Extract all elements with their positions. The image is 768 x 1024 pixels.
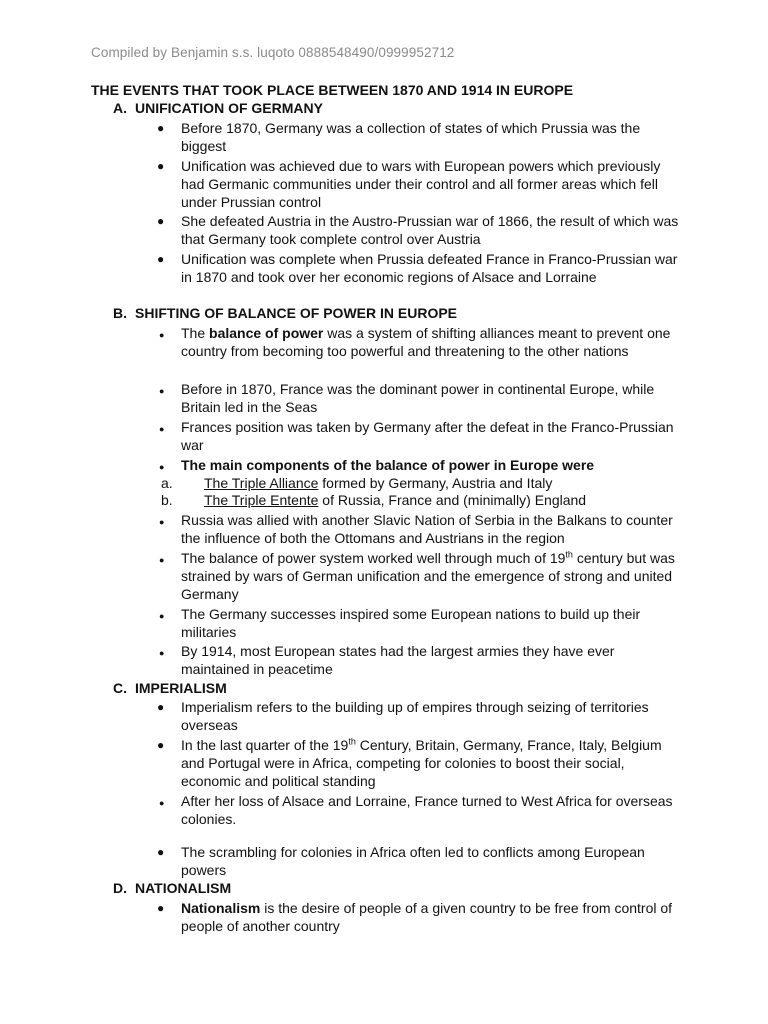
item-text: She defeated Austria in the Austro-Prussian war of 1866, the result of which was that Germany took complete control over Austria (181, 213, 679, 247)
term-bold: balance of power (209, 325, 324, 341)
item-text: formed by Germany, Austria and Italy (318, 475, 553, 491)
section-title: UNIFICATION OF GERMANY (135, 100, 323, 116)
item-text: Before in 1870, France was the dominant power in continental Europe, while Britain led in the Seas (181, 381, 655, 415)
item-text: century but was strained by wars of German unification and the emergence of strong and united Germany (181, 550, 675, 602)
section-d-heading (113, 880, 231, 896)
bullet-icon: ● (159, 555, 165, 565)
sub-list-marker: b. (161, 492, 173, 508)
item-text: The Germany successes inspired some European nations to build up their militaries (181, 606, 641, 640)
list-item (159, 642, 681, 678)
item-text: The main components of the balance of power in Europe were (181, 457, 595, 473)
bullet-icon: ● (159, 611, 165, 621)
item-text: Century, Britain, Germany, France, Italy, Belgium and Portugal were in Africa, competing for colonies to boost their social, economic and political standing (181, 737, 662, 789)
item-text: was a system of shifting alliances meant to prevent one country from becoming too powerful and threatening to the other nations (181, 325, 671, 359)
bullet-icon: ● (157, 901, 165, 915)
section-a-heading (113, 100, 323, 116)
item-text: The balance of power system worked well through much of 19 (181, 550, 566, 566)
section-title: SHIFTING OF BALANCE OF POWER IN EUROPE (135, 305, 458, 321)
section-letter: C. (113, 680, 127, 696)
list-item (159, 511, 681, 547)
list-item (157, 119, 681, 155)
bullet-icon: ● (157, 159, 165, 173)
item-text: is the desire of people of a given country to be free from control of people of another country (181, 900, 673, 934)
item-text: In the last quarter of the 19 (181, 737, 349, 753)
list-item (159, 324, 681, 360)
list-item (157, 157, 681, 211)
bullet-icon: ● (157, 252, 165, 266)
bullet-icon: ● (159, 648, 165, 658)
section-letter: B. (113, 305, 127, 321)
sub-list-item (161, 474, 204, 492)
list-item (159, 456, 681, 474)
item-text: Imperialism refers to the building up of empires through seizing of territories overseas (181, 699, 649, 733)
bullet-icon: ● (159, 386, 165, 396)
item-text: The scrambling for colonies in Africa often led to conflicts among European powers (181, 844, 645, 878)
section-b-heading (113, 305, 457, 321)
list-item (159, 549, 681, 603)
item-text: of Russia, France and (minimally) England (318, 492, 587, 508)
list-item (159, 418, 681, 454)
document-title: THE EVENTS THAT TOOK PLACE BETWEEN 1870 AND 1914 IN EUROPE (91, 82, 574, 98)
list-item (157, 250, 681, 286)
superscript: th (565, 549, 573, 560)
section-c-heading (113, 680, 227, 696)
sub-list-item-text (204, 474, 552, 492)
list-item (157, 212, 681, 248)
superscript: th (348, 736, 356, 747)
list-item (159, 380, 681, 416)
item-text: Before 1870, Germany was a collection of states of which Prussia was the biggest (181, 120, 641, 154)
list-item (157, 736, 681, 790)
item-text: The (181, 325, 210, 341)
bullet-icon: ● (159, 424, 165, 434)
section-title: NATIONALISM (135, 880, 232, 896)
list-item (157, 843, 681, 879)
underlined-term: The Triple Entente (204, 492, 319, 508)
section-letter: D. (113, 880, 127, 896)
item-text: By 1914, most European states had the largest armies they have ever maintained in peacetime (181, 643, 615, 677)
list-item (159, 792, 681, 828)
list-item (159, 605, 681, 641)
item-text: Russia was allied with another Slavic Nation of Serbia in the Balkans to counter the influence of both the Ottomans and Austrians in the region (181, 512, 673, 546)
bullet-icon: ● (159, 798, 165, 808)
item-text: Unification was complete when Prussia defeated France in Franco-Prussian war in 1870 and took over her economic regions of Alsace and Lorraine (181, 251, 678, 285)
sub-list-item-text (204, 491, 586, 509)
bullet-icon: ● (159, 517, 165, 527)
section-letter: A. (113, 100, 127, 116)
bullet-icon: ● (157, 845, 165, 859)
bullet-icon: ● (157, 121, 165, 135)
underlined-term: The Triple Alliance (204, 475, 319, 491)
item-text: Frances position was taken by Germany after the defeat in the Franco-Prussian war (181, 419, 674, 453)
bullet-icon: ● (157, 700, 165, 714)
list-item (157, 698, 681, 734)
list-item (157, 899, 681, 935)
sub-list-marker: a. (161, 475, 173, 491)
bullet-icon: ● (157, 214, 165, 228)
bullet-icon: ● (159, 330, 165, 340)
item-text: After her loss of Alsace and Lorraine, France turned to West Africa for overseas colonies. (181, 793, 673, 827)
item-text: Unification was achieved due to wars with European powers which previously had Germanic communities under their control and all former areas which fell under Prussian control (181, 158, 661, 210)
term-bold: Nationalism (181, 900, 261, 916)
bullet-icon: ● (157, 738, 165, 752)
bullet-icon: ● (159, 462, 165, 472)
section-title: IMPERIALISM (135, 680, 227, 696)
page-header: Compiled by Benjamin s.s. luqoto 0888548490/0999952712 (91, 45, 455, 60)
